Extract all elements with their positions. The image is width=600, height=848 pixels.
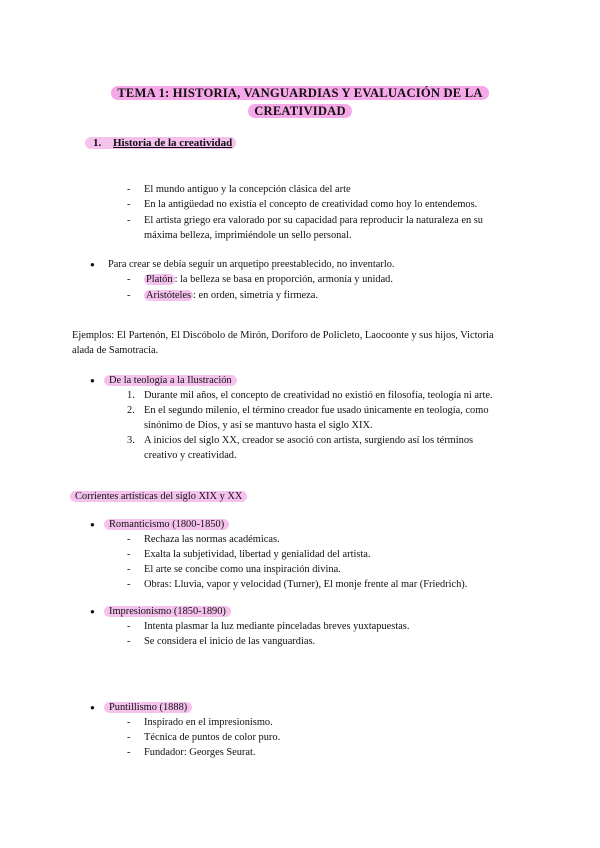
movement-heading: Impresionismo (1850-1890): [104, 604, 231, 620]
bullet-marker: ●: [90, 376, 95, 385]
aristoteles-name: Aristóteles: [146, 290, 192, 301]
list-item: En la antigüedad no existía el concepto de creatividad como hoy lo entendemos.: [144, 199, 478, 210]
list-item: Platón : la belleza se basa en proporción, armonía y unidad.: [146, 274, 393, 285]
dash-marker: -: [127, 184, 131, 195]
numbered-item-continuation: creativo y creatividad.: [144, 450, 237, 461]
list-item: Inspirado en el impresionismo.: [144, 717, 273, 728]
dash-marker: -: [127, 732, 131, 743]
numbered-item: Durante mil años, el concepto de creatividad no existió en filosofía, teología ni arte.: [144, 390, 493, 401]
bullet-marker: ●: [90, 260, 95, 269]
platon-name: Platón: [146, 274, 173, 285]
section-number: 1.: [93, 137, 102, 149]
bullet-marker: ●: [90, 703, 95, 712]
section-heading: [85, 137, 236, 149]
movement-heading: Puntillismo (1888): [104, 700, 192, 716]
currents-heading: Corrientes artísticas del siglo XIX y XX: [70, 489, 247, 505]
list-item: Exalta la subjetividad, libertad y genialidad del artista.: [144, 549, 371, 560]
dash-marker: -: [127, 564, 131, 575]
list-item: Se considera el inicio de las vanguardias.: [144, 636, 316, 647]
list-item-continuation: máxima belleza, imprimiéndole un sello personal.: [144, 230, 352, 241]
bullet-marker: ●: [90, 607, 95, 616]
list-item: Intenta plasmar la luz mediante pinceladas breves yuxtapuestas.: [144, 621, 410, 632]
numbered-item: A inicios del siglo XX, creador se asoció con artista, surgiendo así los términos: [144, 435, 474, 446]
numbered-item: En el segundo milenio, el término creador fue usado únicamente en teología, como: [144, 405, 489, 416]
list-item: Técnica de puntos de color puro.: [144, 732, 281, 743]
list-item: Fundador: Georges Seurat.: [144, 747, 256, 758]
dash-marker: -: [127, 274, 131, 285]
numbered-marker: 2.: [127, 405, 135, 416]
subsection-heading: De la teología a la Ilustración: [104, 373, 237, 389]
dash-marker: -: [127, 199, 131, 210]
bullet-marker: ●: [90, 520, 95, 529]
dash-marker: -: [127, 534, 131, 545]
numbered-marker: 3.: [127, 435, 135, 446]
dash-marker: -: [127, 215, 131, 226]
examples-line: Ejemplos: El Partenón, El Discóbolo de Mirón, Doríforo de Policleto, Laocoonte y sus hijos, Victoria: [72, 330, 494, 341]
list-item: El mundo antiguo y la concepción clásica del arte: [144, 184, 351, 195]
dash-marker: -: [127, 621, 131, 632]
numbered-marker: 1.: [127, 390, 135, 401]
movement-heading: Romanticismo (1800-1850): [104, 517, 229, 533]
page-title: [96, 84, 504, 120]
examples-line: alada de Samotracia.: [72, 345, 159, 356]
dash-marker: -: [127, 717, 131, 728]
section-title: Historia de la creatividad: [113, 137, 233, 149]
dash-marker: -: [127, 579, 131, 590]
dash-marker: -: [127, 636, 131, 647]
dash-marker: -: [127, 290, 131, 301]
dash-marker: -: [127, 747, 131, 758]
list-item: Aristóteles : en orden, simetría y firmeza.: [146, 290, 318, 301]
page-title-text: TEMA 1: HISTORIA, VANGUARDIAS Y EVALUACIÓN DE LA CREATIVIDAD: [111, 86, 488, 118]
list-item: Rechaza las normas académicas.: [144, 534, 280, 545]
list-item: El arte se concibe como una inspiración divina.: [144, 564, 341, 575]
dash-marker: -: [127, 549, 131, 560]
bullet-text: Para crear se debía seguir un arquetipo preestablecido, no inventarlo.: [108, 259, 395, 270]
list-item: Obras: Lluvia, vapor y velocidad (Turner), El monje frente al mar (Friedrich).: [144, 579, 468, 590]
list-item: El artista griego era valorado por su capacidad para reproducir la naturaleza en su: [144, 215, 483, 226]
numbered-item-continuation: sinónimo de Dios, y así se mantuvo hasta el siglo XIX.: [144, 420, 373, 431]
